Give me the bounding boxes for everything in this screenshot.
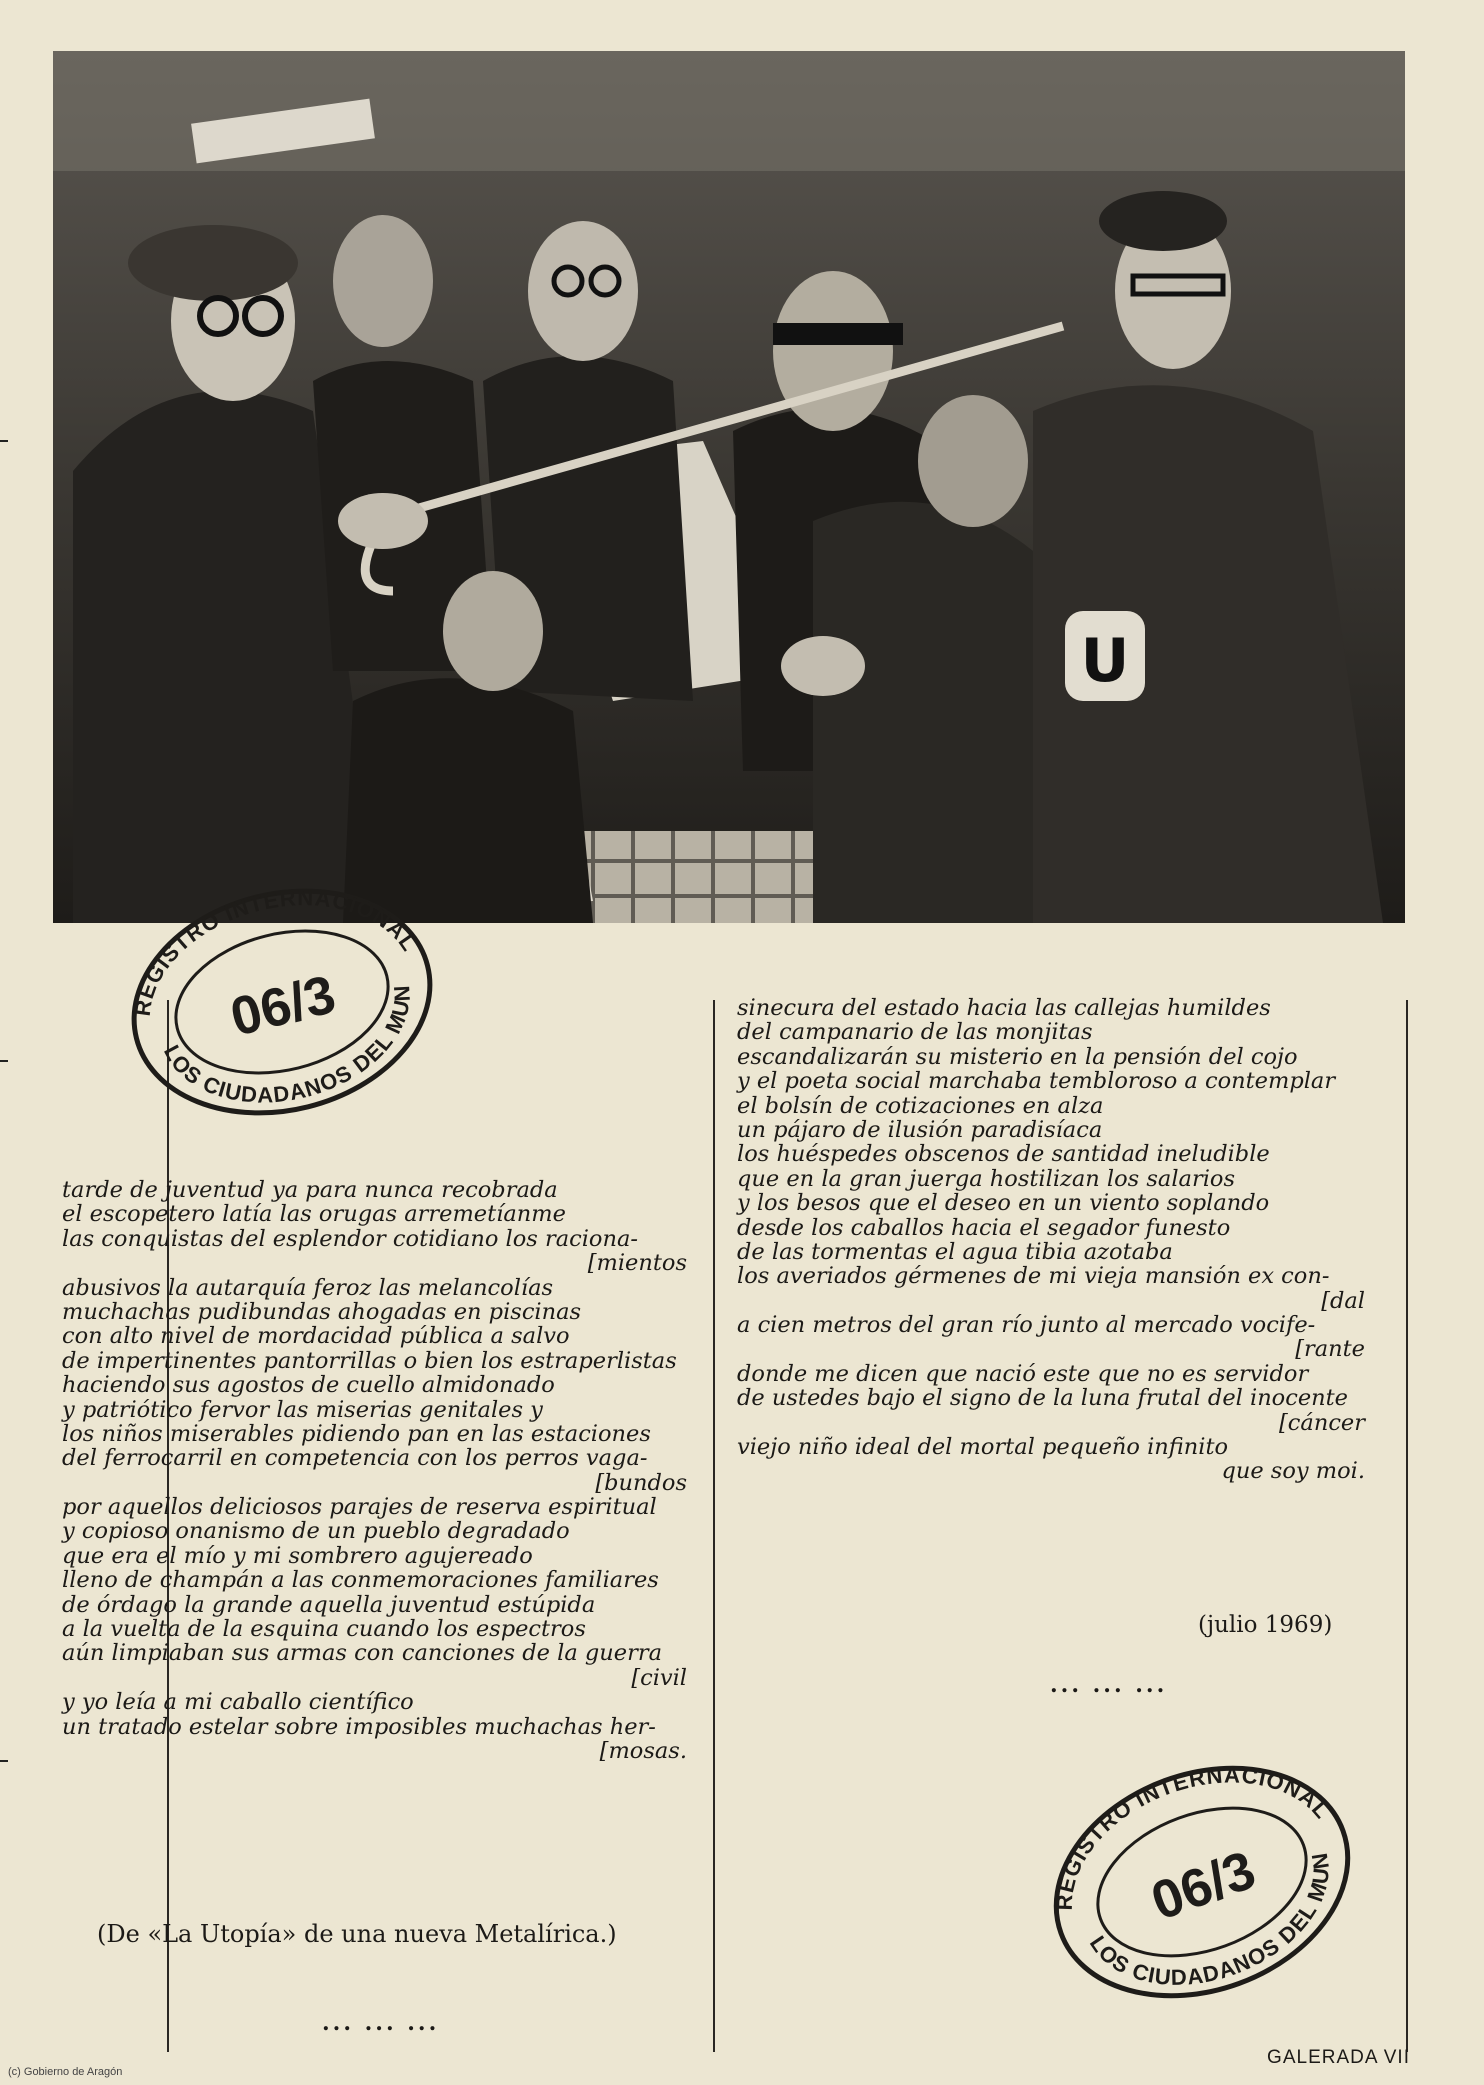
stamp-number: 06/3 xyxy=(1143,1839,1264,1932)
ellipsis-separator: ... ... ... xyxy=(322,2010,440,2036)
poem-line: con alto nivel de mordacidad pública a salvo xyxy=(62,1323,570,1350)
poem-line: y el poeta social marchaba tembloroso a contemplar xyxy=(737,1068,1336,1095)
group-photo xyxy=(53,51,1405,923)
poem-date: (julio 1969) xyxy=(1198,1612,1333,1638)
poem-line: desde los caballos hacia el segador funesto xyxy=(737,1214,1231,1241)
stamp-bottom-text: LOS CIUDADANOS DEL MUNDO xyxy=(158,984,415,1108)
poem-line: los averiados gérmenes de mi vieja mansión ex con- xyxy=(737,1263,1330,1290)
poem-line: a la vuelta de la esquina cuando los espectros xyxy=(62,1616,586,1643)
stamp-top-text: REGISTRO INTERNACIONAL xyxy=(1051,1762,1336,1911)
margin-mark xyxy=(0,440,8,442)
poem-line: del campanario de las monjitas xyxy=(737,1019,1093,1046)
poem-line: [rante xyxy=(1295,1336,1365,1363)
poem-line: los niños miserables pidiendo pan en las estaciones xyxy=(62,1420,651,1447)
poem-line: que soy moi. xyxy=(1221,1458,1365,1485)
stamp-bottom-text: LOS CIUDADANOS DEL MUNDO xyxy=(1084,1850,1334,1990)
stamp-graphic xyxy=(1035,1752,1370,2012)
column-rule-middle xyxy=(713,1000,715,2052)
photo-illustration xyxy=(53,51,1405,923)
stamp-number: 06/3 xyxy=(224,964,342,1048)
poem-line: viejo niño ideal del mortal pequeño infinito xyxy=(737,1434,1229,1461)
poem-line: aún limpiaban sus armas con canciones de la guerra xyxy=(62,1640,663,1667)
poem-line: a cien metros del gran río junto al mercado vocife- xyxy=(737,1312,1316,1339)
poem-line: que era el mío y mi sombrero agujereado xyxy=(62,1542,533,1569)
poem-line: haciendo sus agostos de cuello almidonado xyxy=(62,1372,555,1399)
poem-line: de ustedes bajo el signo de la luna frutal del inocente xyxy=(737,1385,1348,1412)
poem-source-caption: (De «La Utopía» de una nueva Metalírica.) xyxy=(97,1920,617,1948)
ellipsis-separator: ... ... ... xyxy=(1050,1672,1168,1698)
registry-stamp xyxy=(1035,1752,1370,2012)
svg-text:U: U xyxy=(1080,626,1130,696)
poem-line: muchachas pudibundas ahogadas en piscinas xyxy=(62,1298,582,1325)
poem-line: lleno de champán a las conmemoraciones familiares xyxy=(62,1567,659,1594)
page-footer: GALERADA VII xyxy=(1267,2047,1410,2068)
poem-line: abusivos la autarquía feroz las melancolías xyxy=(62,1274,554,1301)
stamp-top-text: REGISTRO INTERNACIONAL xyxy=(129,885,423,1018)
poem-line: un pájaro de ilusión paradisíaca xyxy=(737,1116,1103,1143)
poem-line: de impertinentes pantorrillas o bien los estraperlistas xyxy=(62,1347,677,1374)
poem-line: [dal xyxy=(1321,1287,1365,1314)
poem-line: [civil xyxy=(631,1664,687,1691)
poem-line: que en la gran juerga hostilizan los salarios xyxy=(737,1165,1235,1192)
poem-line: [cáncer xyxy=(1279,1409,1365,1436)
poem-line: [mientos xyxy=(587,1250,687,1277)
stamp-graphic xyxy=(115,872,450,1132)
poem-line: y yo leía a mi caballo científico xyxy=(62,1689,414,1716)
poem-line: y patriótico fervor las miserias genitales y xyxy=(62,1396,543,1423)
poem-line: un tratado estelar sobre imposibles muchachas her- xyxy=(62,1713,656,1740)
poem-line: sinecura del estado hacia las callejas humildes xyxy=(737,995,1271,1021)
poem-line: y los besos que el deseo en un viento soplando xyxy=(737,1190,1270,1217)
poem-line: del ferrocarril en competencia con los perros vaga- xyxy=(62,1445,648,1472)
registry-stamp xyxy=(115,872,450,1132)
poem-line: de órdago la grande aquella juventud estúpida xyxy=(62,1591,596,1618)
margin-mark xyxy=(0,1060,8,1062)
margin-mark xyxy=(0,1760,8,1762)
poem-left-column xyxy=(62,1178,687,1763)
poem-line: el bolsín de cotizaciones en alza xyxy=(737,1092,1104,1119)
poem-line: tarde de juventud ya para nunca recobrada xyxy=(62,1177,558,1203)
poem-line: donde me dicen que nació este que no es servidor xyxy=(737,1360,1309,1387)
poem-line: los huéspedes obscenos de santidad ineludible xyxy=(737,1141,1270,1168)
poem-line: por aquellos deliciosos parajes de reserva espiritual xyxy=(62,1494,657,1521)
poem-line: escandalizarán su misterio en la pensión del cojo xyxy=(737,1043,1298,1070)
poem-line: [bundos xyxy=(595,1469,687,1496)
poem-right-column xyxy=(737,996,1365,1484)
poem-line: las conquistas del esplendor cotidiano los raciona- xyxy=(62,1225,638,1252)
copyright-credit: (c) Gobierno de Aragón xyxy=(8,2066,123,2078)
poem-line: [mosas. xyxy=(599,1737,687,1764)
poem-line: el escopetero latía las orugas arremetíanme xyxy=(62,1201,566,1228)
poem-line: y copioso onanismo de un pueblo degradado xyxy=(62,1518,570,1545)
column-rule-right xyxy=(1406,1000,1408,2052)
poem-line: de las tormentas el agua tibia azotaba xyxy=(737,1238,1173,1265)
